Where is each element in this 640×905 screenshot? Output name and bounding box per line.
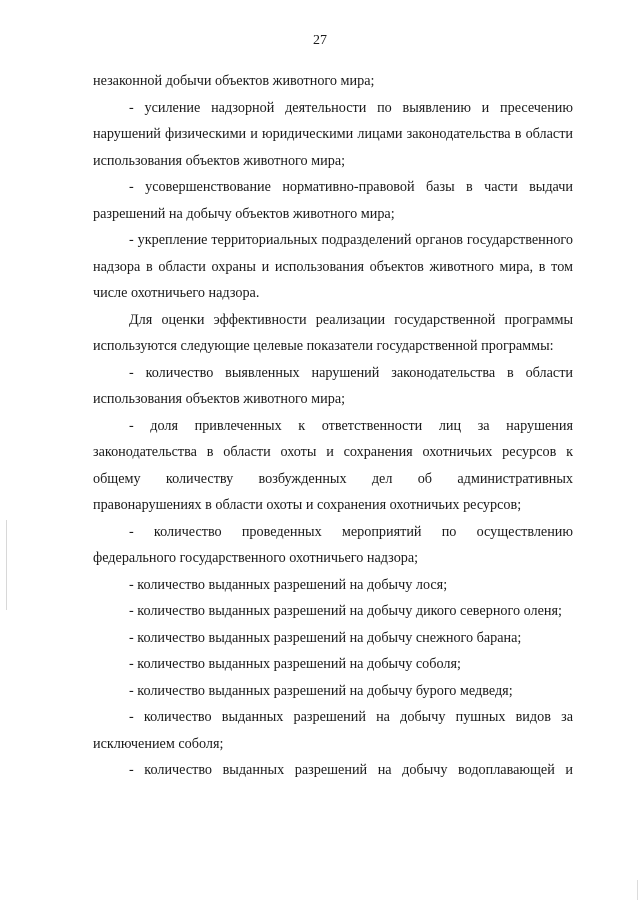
page-number: 27 — [313, 33, 327, 48]
paragraph-list-item: - количество выданных разрешений на добычу лося; — [129, 576, 448, 593]
scan-edge-right — [637, 880, 638, 900]
paragraph-list-item: - количество проведенных мероприятий по осуществлению федерального государственного охотничьего надзора; — [93, 523, 573, 566]
paragraph-list-item: - количество выданных разрешений на добычу соболя; — [129, 656, 461, 672]
paragraph-list-item: - количество выданных разрешений на добычу бурого медведя; — [129, 682, 513, 699]
paragraph-list-item: - количество выданных разрешений на добычу снежного барана; — [129, 629, 522, 646]
body-text — [93, 68, 573, 784]
scan-edge-left — [6, 520, 7, 610]
paragraph-continuation: незаконной добычи объектов животного мира; — [93, 73, 375, 89]
paragraph-list-item: - доля привлеченных к ответственности лиц за нарушения законодательства в области охоты и сохранения охотничьих ресурсов к общему количеству возбужденных дел об административных правонарушениях в области охоты и сохранения охотничьих ресурсов; — [93, 417, 573, 513]
paragraph-list-item: - количество выданных разрешений на добычу водоплавающей и — [129, 762, 573, 778]
paragraph-list-item: - усиление надзорной деятельности по выявлению и пресечению нарушений физическими и юридическими лицами законодательства в области использования объектов животного мира; — [93, 99, 573, 169]
paragraph-list-item: - количество выданных разрешений на добычу дикого северного оленя; — [129, 603, 562, 619]
paragraph-list-item: - усовершенствование нормативно-правовой базы в части выдачи разрешений на добычу объектов животного мира; — [93, 179, 573, 222]
paragraph-list-item: - количество выявленных нарушений законодательства в области использования объектов животного мира; — [93, 364, 573, 407]
paragraph-list-item: - укрепление территориальных подразделений органов государственного надзора в области охраны и использования объектов животного мира, в том числе охотничьего надзора. — [93, 232, 573, 301]
paragraph-intro: Для оценки эффективности реализации государственной программы используются следующие целевые показатели государственной программы: — [93, 311, 573, 354]
paragraph-list-item: - количество выданных разрешений на добычу пушных видов за исключением соболя; — [93, 709, 573, 752]
